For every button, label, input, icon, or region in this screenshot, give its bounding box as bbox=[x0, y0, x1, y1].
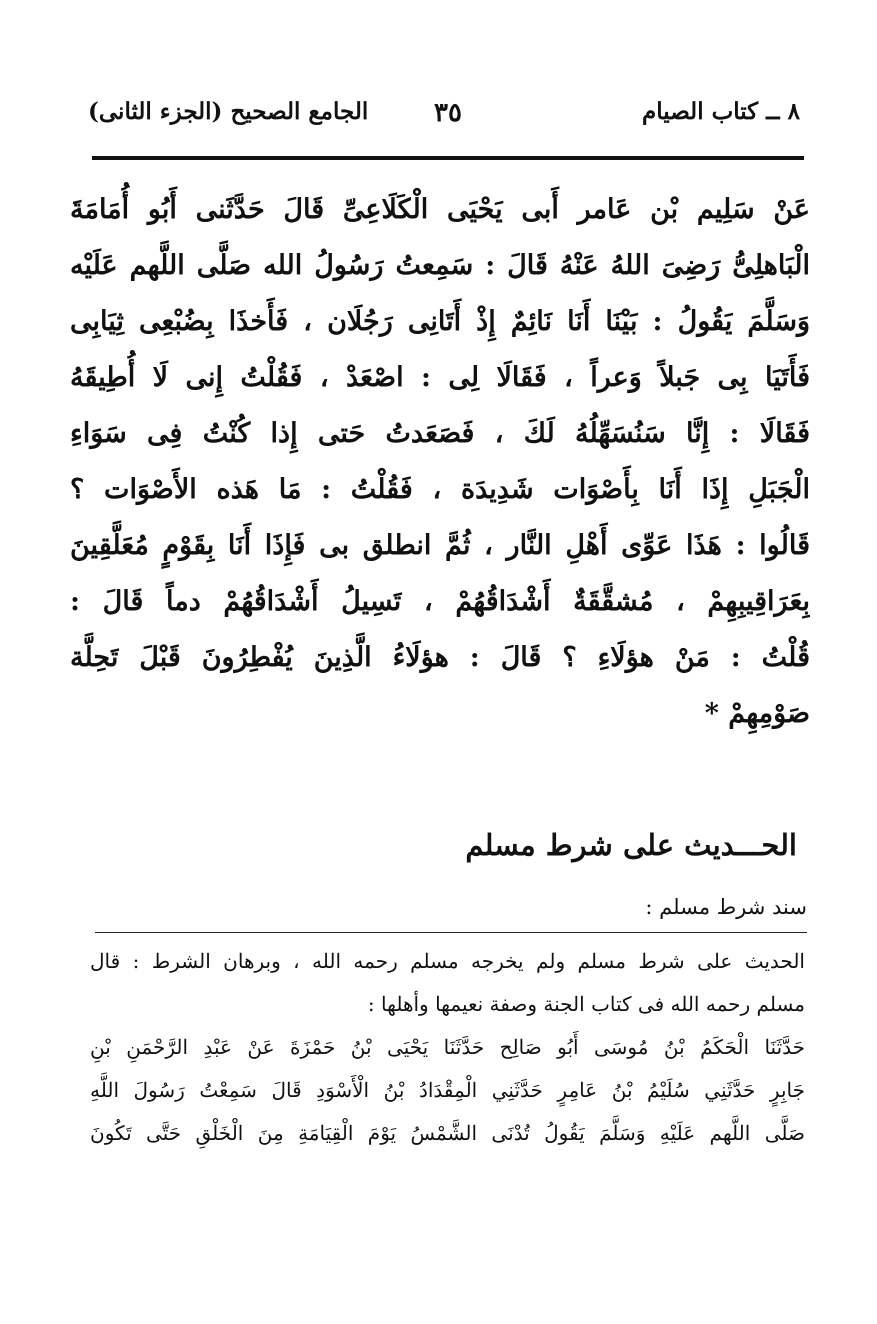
section-heading: الحـــديث على شرط مسلم bbox=[465, 828, 797, 862]
hadith-line: بِعَرَاقِيبِهِمْ ، مُشقَّقَةٌ أَشْدَاقُهُمْ ، تَسِيلُ أَشْدَاقُهُمْ دماً قَالَ : bbox=[70, 586, 810, 617]
sanad-rule bbox=[95, 932, 807, 933]
hadith-line: قَالُوا : هَذَا عَوِّى أَهْلِ النَّار ، ثُمَّ انطلق بى فَإِذَا أَنَا بِقَوْمٍ مُعَلَّقِينَ bbox=[70, 530, 810, 561]
hadith-line: صَوْمِهِمْ * bbox=[704, 698, 810, 729]
commentary-line: صَلَّى اللَّهم عَلَيْهِ وَسَلَّمَ يَقُولُ تُدْنَى الشَّمْسُ يَوْمَ الْقِيَامَةِ مِنَ الْخَلْقِ حَتَّى تَكُونَ bbox=[90, 1121, 805, 1145]
page-header bbox=[88, 98, 800, 148]
hadith-line: عَنْ سَلِيم بْن عَامر أَبى يَحْيَى الْكَلَاعِىِّ قَالَ حَدَّثَنى أَبُو أُمَامَةَ bbox=[70, 194, 810, 225]
hadith-line: الْبَاهلِىُّ رَضِىَ اللهُ عَنْهُ قَالَ : سَمِعتُ رَسُولُ الله صَلَّى اللَّهم عَلَيْه bbox=[70, 250, 810, 281]
book-title: الجامع الصحيح (الجزء الثانى) bbox=[88, 98, 369, 125]
commentary-line: مسلم رحمه الله فى كتاب الجنة وصفة نعيمها وأهلها : bbox=[367, 992, 805, 1016]
commentary-line: حَدَّثَنَا الْحَكَمُ بْنُ مُوسَى أَبُو صَالِح حَدَّثَنَا يَحْيَى بْنُ حَمْزَةَ عَنْ عَبْدِ الرَّحْمَنِ بْنِ bbox=[90, 1035, 805, 1059]
hadith-line: الْجَبَلِ إِذَا أَنَا بِأَصْوَات شَدِيدَة ، فَقُلْتُ : مَا هَذه الأَصْوَات ؟ bbox=[70, 474, 810, 505]
hadith-line: فَقَالَا : إِنَّا سَنُسَهِّلُهُ لَكَ ، فَصَعَدتُ حَتى إِذا كُنْتُ فِى سَوَاءِ bbox=[70, 418, 810, 449]
hadith-line: وَسَلَّمَ يَقُولُ : بَيْنَا أَنَا نَائِمٌ إِذْ أَتَانِى رَجُلَان ، فَأَخذَا بِضُبْعِى ثِيَابِى bbox=[70, 306, 810, 337]
hadith-text bbox=[70, 182, 810, 742]
commentary-text bbox=[90, 940, 805, 1155]
hadith-line: قُلْتُ : مَنْ هؤلَاءِ ؟ قَالَ : هؤلَاءُ الَّذِينَ يُفْطِرُونَ قَبْلَ تَحِلَّة bbox=[70, 642, 810, 673]
page-number: ٣٥ bbox=[434, 98, 462, 128]
chapter-title: ٨ ــ كتاب الصيام bbox=[642, 98, 800, 125]
commentary-line: الحديث على شرط مسلم ولم يخرجه مسلم رحمه الله ، وبرهان الشرط : قال bbox=[90, 949, 805, 973]
header-rule bbox=[92, 156, 804, 160]
hadith-line: فَأَتَيَا بِى جَبلاً وَعراً ، فَقَالَا لِى : اصْعَدْ ، فَقُلْتُ إِنى لَا أُطِيقَهُ bbox=[70, 362, 810, 393]
commentary-line: جَابِرٍ حَدَّثَنِي سُلَيْمُ بْنُ عَامِرٍ حَدَّثَنِي الْمِقْدَادُ بْنُ الْأَسْوَدِ قَالَ سَمِعْتُ رَسُولَ اللَّهِ bbox=[90, 1078, 805, 1102]
sanad-label: سند شرط مسلم : bbox=[645, 895, 807, 919]
